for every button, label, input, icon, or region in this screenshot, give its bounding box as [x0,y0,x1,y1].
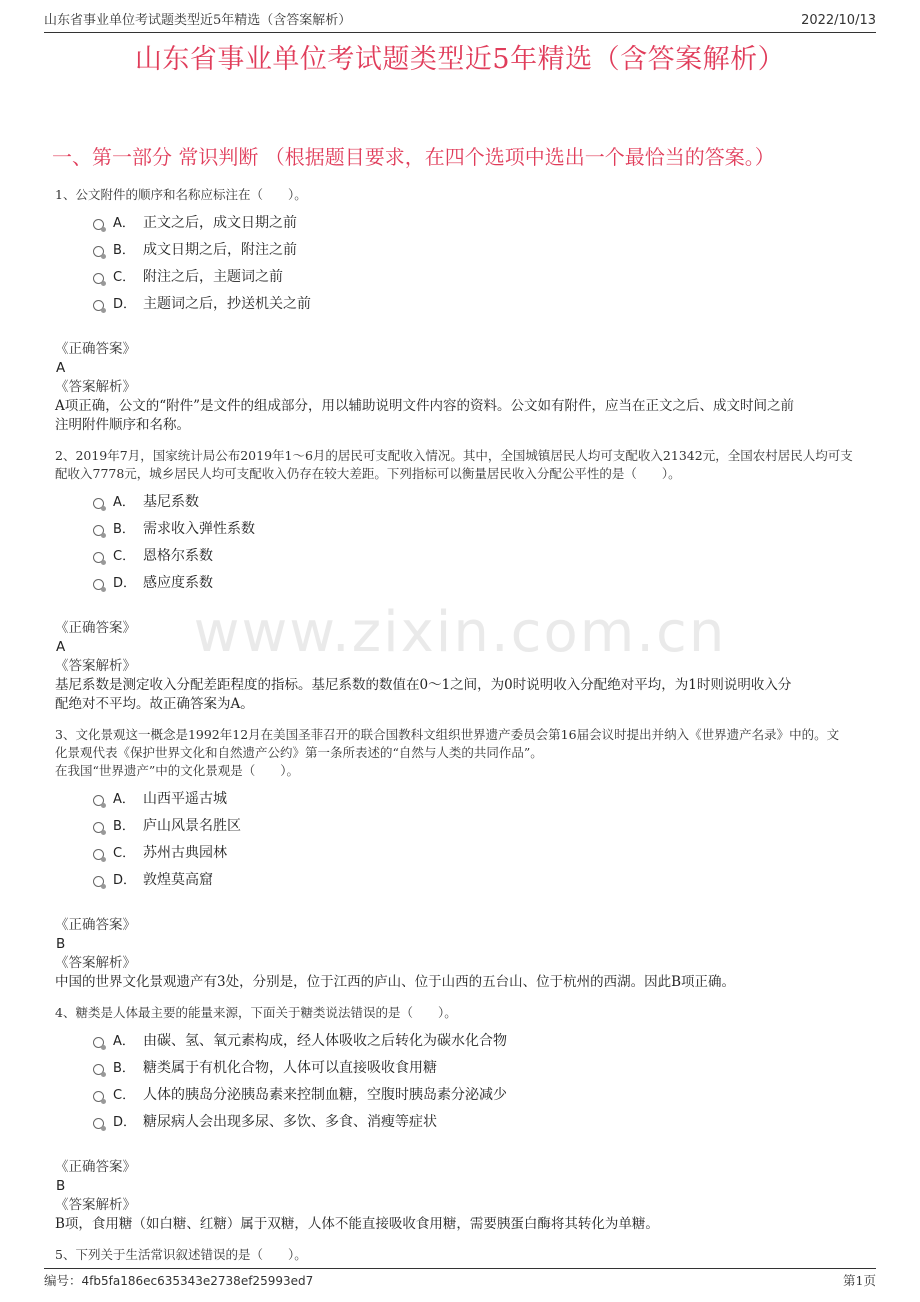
option-text: 苏州古典园林 [143,845,227,861]
explanation-text: 配绝对不平均。故正确答案为A。 [55,696,254,712]
option-item[interactable] [55,1082,870,1109]
option-letter: D． [113,873,137,888]
question-text-line: 5、下列关于生活常识叙述错误的是（ ）。 [55,1247,307,1262]
option-item[interactable] [55,489,870,516]
document-id-label: 编号： [44,1273,82,1288]
option-text: 恩格尔系数 [143,548,213,564]
option-text: 敦煌莫高窟 [143,872,213,888]
option-list [55,1028,870,1136]
option-text: 感应度系数 [143,575,213,591]
question-text [55,1246,870,1264]
page-footer [44,1268,876,1291]
correct-answer-label: 《正确答案》 [55,1159,136,1175]
radio-button-icon[interactable] [93,849,104,860]
radio-button-icon[interactable] [93,876,104,887]
correct-answer-label: 《正确答案》 [55,917,136,933]
option-text: 山西平遥古城 [143,791,227,807]
radio-button-icon[interactable] [93,525,104,536]
correct-answer-value: A [56,639,66,655]
radio-button-icon[interactable] [93,822,104,833]
option-letter: A． [113,495,135,510]
option-text: 需求收入弹性系数 [143,521,255,537]
option-list [55,786,870,894]
radio-button-icon[interactable] [93,1118,104,1129]
answer-block [55,916,870,992]
document-id-value: 4fb5fa186ec635343e2738ef25993ed7 [81,1274,314,1288]
option-item[interactable] [55,1055,870,1082]
correct-answer-value: A [56,360,66,376]
option-text: 附注之后，主题词之前 [143,269,283,285]
radio-button-icon[interactable] [93,246,104,257]
explanation-text: A项正确，公文的“附件”是文件的组成部分，用以辅助说明文件内容的资料。公文如有附件，应当在正文之后、成文时间之前 [55,398,795,414]
question-item [55,1004,870,1234]
running-header [44,10,876,33]
correct-answer-label: 《正确答案》 [55,341,136,357]
option-item[interactable] [55,291,870,318]
answer-block [55,340,870,435]
radio-button-icon[interactable] [93,795,104,806]
answer-block [55,1158,870,1234]
option-item[interactable] [55,237,870,264]
question-text-line: 2、2019年7月，国家统计局公布2019年1～6月的居民可支配收入情况。其中，全国城镇居民人均可支配收入21342元，全国农村居民人均可支 [55,448,853,463]
option-text: 由碳、氢、氧元素构成，经人体吸收之后转化为碳水化合物 [143,1033,507,1049]
option-item[interactable] [55,786,870,813]
option-letter: C． [113,270,136,285]
correct-answer-label: 《正确答案》 [55,620,136,636]
question-text-line: 1、公文附件的顺序和名称应标注在（ ）。 [55,187,307,202]
answer-block [55,619,870,714]
question-text-line: 化景观代表《保护世界文化和自然遗产公约》第一条所表述的“自然与人类的共同作品”。 [55,745,543,760]
option-text: 庐山风景名胜区 [143,818,241,834]
option-list [55,489,870,597]
option-item[interactable] [55,264,870,291]
question-text [55,186,870,204]
radio-button-icon[interactable] [93,1064,104,1075]
option-item[interactable] [55,1109,870,1136]
explanation-label: 《答案解析》 [55,1197,136,1213]
option-list [55,210,870,318]
header-date: 2022/10/13 [801,13,876,28]
radio-button-icon[interactable] [93,552,104,563]
question-text [55,726,870,780]
document-title: 山东省事业单位考试题类型近5年精选（含答案解析） [134,44,786,75]
option-letter: C． [113,549,136,564]
question-item [55,447,870,714]
option-letter: A． [113,1034,135,1049]
option-text: 主题词之后，抄送机关之前 [143,296,311,312]
correct-answer-value: B [56,936,66,952]
question-item [55,186,870,435]
radio-button-icon[interactable] [93,273,104,284]
option-letter: C． [113,1088,136,1103]
option-letter: B． [113,819,135,834]
explanation-label: 《答案解析》 [55,379,136,395]
option-item[interactable] [55,516,870,543]
watermark: www.zixin.com.cn [193,600,727,665]
option-item[interactable] [55,1028,870,1055]
option-letter: C． [113,846,136,861]
question-text-line: 4、糖类是人体最主要的能量来源，下面关于糖类说法错误的是（ ）。 [55,1005,457,1020]
question-item [55,726,870,992]
option-text: 糖尿病人会出现多尿、多饮、多食、消瘦等症状 [143,1114,437,1130]
question-list [55,186,870,1264]
option-letter: D． [113,576,137,591]
radio-button-icon[interactable] [93,498,104,509]
option-text: 人体的胰岛分泌胰岛素来控制血糖，空腹时胰岛素分泌减少 [143,1087,507,1103]
option-item[interactable] [55,840,870,867]
option-text: 正文之后，成文日期之前 [143,215,297,231]
explanation-label: 《答案解析》 [55,658,136,674]
radio-button-icon[interactable] [93,1091,104,1102]
running-title: 山东省事业单位考试题类型近5年精选（含答案解析） [44,13,352,28]
option-letter: B． [113,243,135,258]
explanation-label: 《答案解析》 [55,955,136,971]
option-letter: B． [113,1061,135,1076]
radio-button-icon[interactable] [93,579,104,590]
option-text: 成文日期之后，附注之前 [143,242,297,258]
option-letter: D． [113,1115,137,1130]
page-number: 第1页 [843,1273,876,1288]
question-text [55,447,870,483]
option-text: 糖类属于有机化合物，人体可以直接吸收食用糖 [143,1060,437,1076]
explanation-text: 注明附件顺序和名称。 [55,417,190,433]
question-text-line: 3、文化景观这一概念是1992年12月在美国圣菲召开的联合国教科文组织世界遗产委员会第16届会议时提出并纳入《世界遗产名录》中的。文 [55,727,840,742]
question-text [55,1004,870,1022]
option-item[interactable] [55,813,870,840]
option-item[interactable] [55,867,870,894]
explanation-text: B项，食用糖（如白糖、红糖）属于双糖，人体不能直接吸收食用糖，需要胰蛋白酶将其转化为单糖。 [55,1216,659,1232]
explanation-text: 基尼系数是测定收入分配差距程度的指标。基尼系数的数值在0～1之间，为0时说明收入分配绝对平均，为1时则说明收入分 [55,677,792,693]
option-letter: A． [113,792,135,807]
section-title: 一、第一部分 常识判断 （根据题目要求，在四个选项中选出一个最恰当的答案。） [52,145,775,169]
radio-button-icon[interactable] [93,1037,104,1048]
option-text: 基尼系数 [143,494,199,510]
option-letter: D． [113,297,137,312]
question-text-line: 配收入7778元，城乡居民人均可支配收入仍存在较大差距。下列指标可以衡量居民收入分配公平性的是（ ）。 [55,466,681,481]
option-item[interactable] [55,543,870,570]
correct-answer-value: B [56,1178,66,1194]
option-letter: A． [113,216,135,231]
document-id [44,1271,313,1291]
explanation-text: 中国的世界文化景观遗产有3处，分别是，位于江西的庐山、位于山西的五台山、位于杭州的西湖。因此B项正确。 [55,974,736,990]
question-item [55,1246,870,1264]
option-item[interactable] [55,570,870,597]
radio-button-icon[interactable] [93,219,104,230]
question-text-line: 在我国“世界遗产”中的文化景观是（ ）。 [55,763,300,778]
option-letter: B． [113,522,135,537]
radio-button-icon[interactable] [93,300,104,311]
option-item[interactable] [55,210,870,237]
